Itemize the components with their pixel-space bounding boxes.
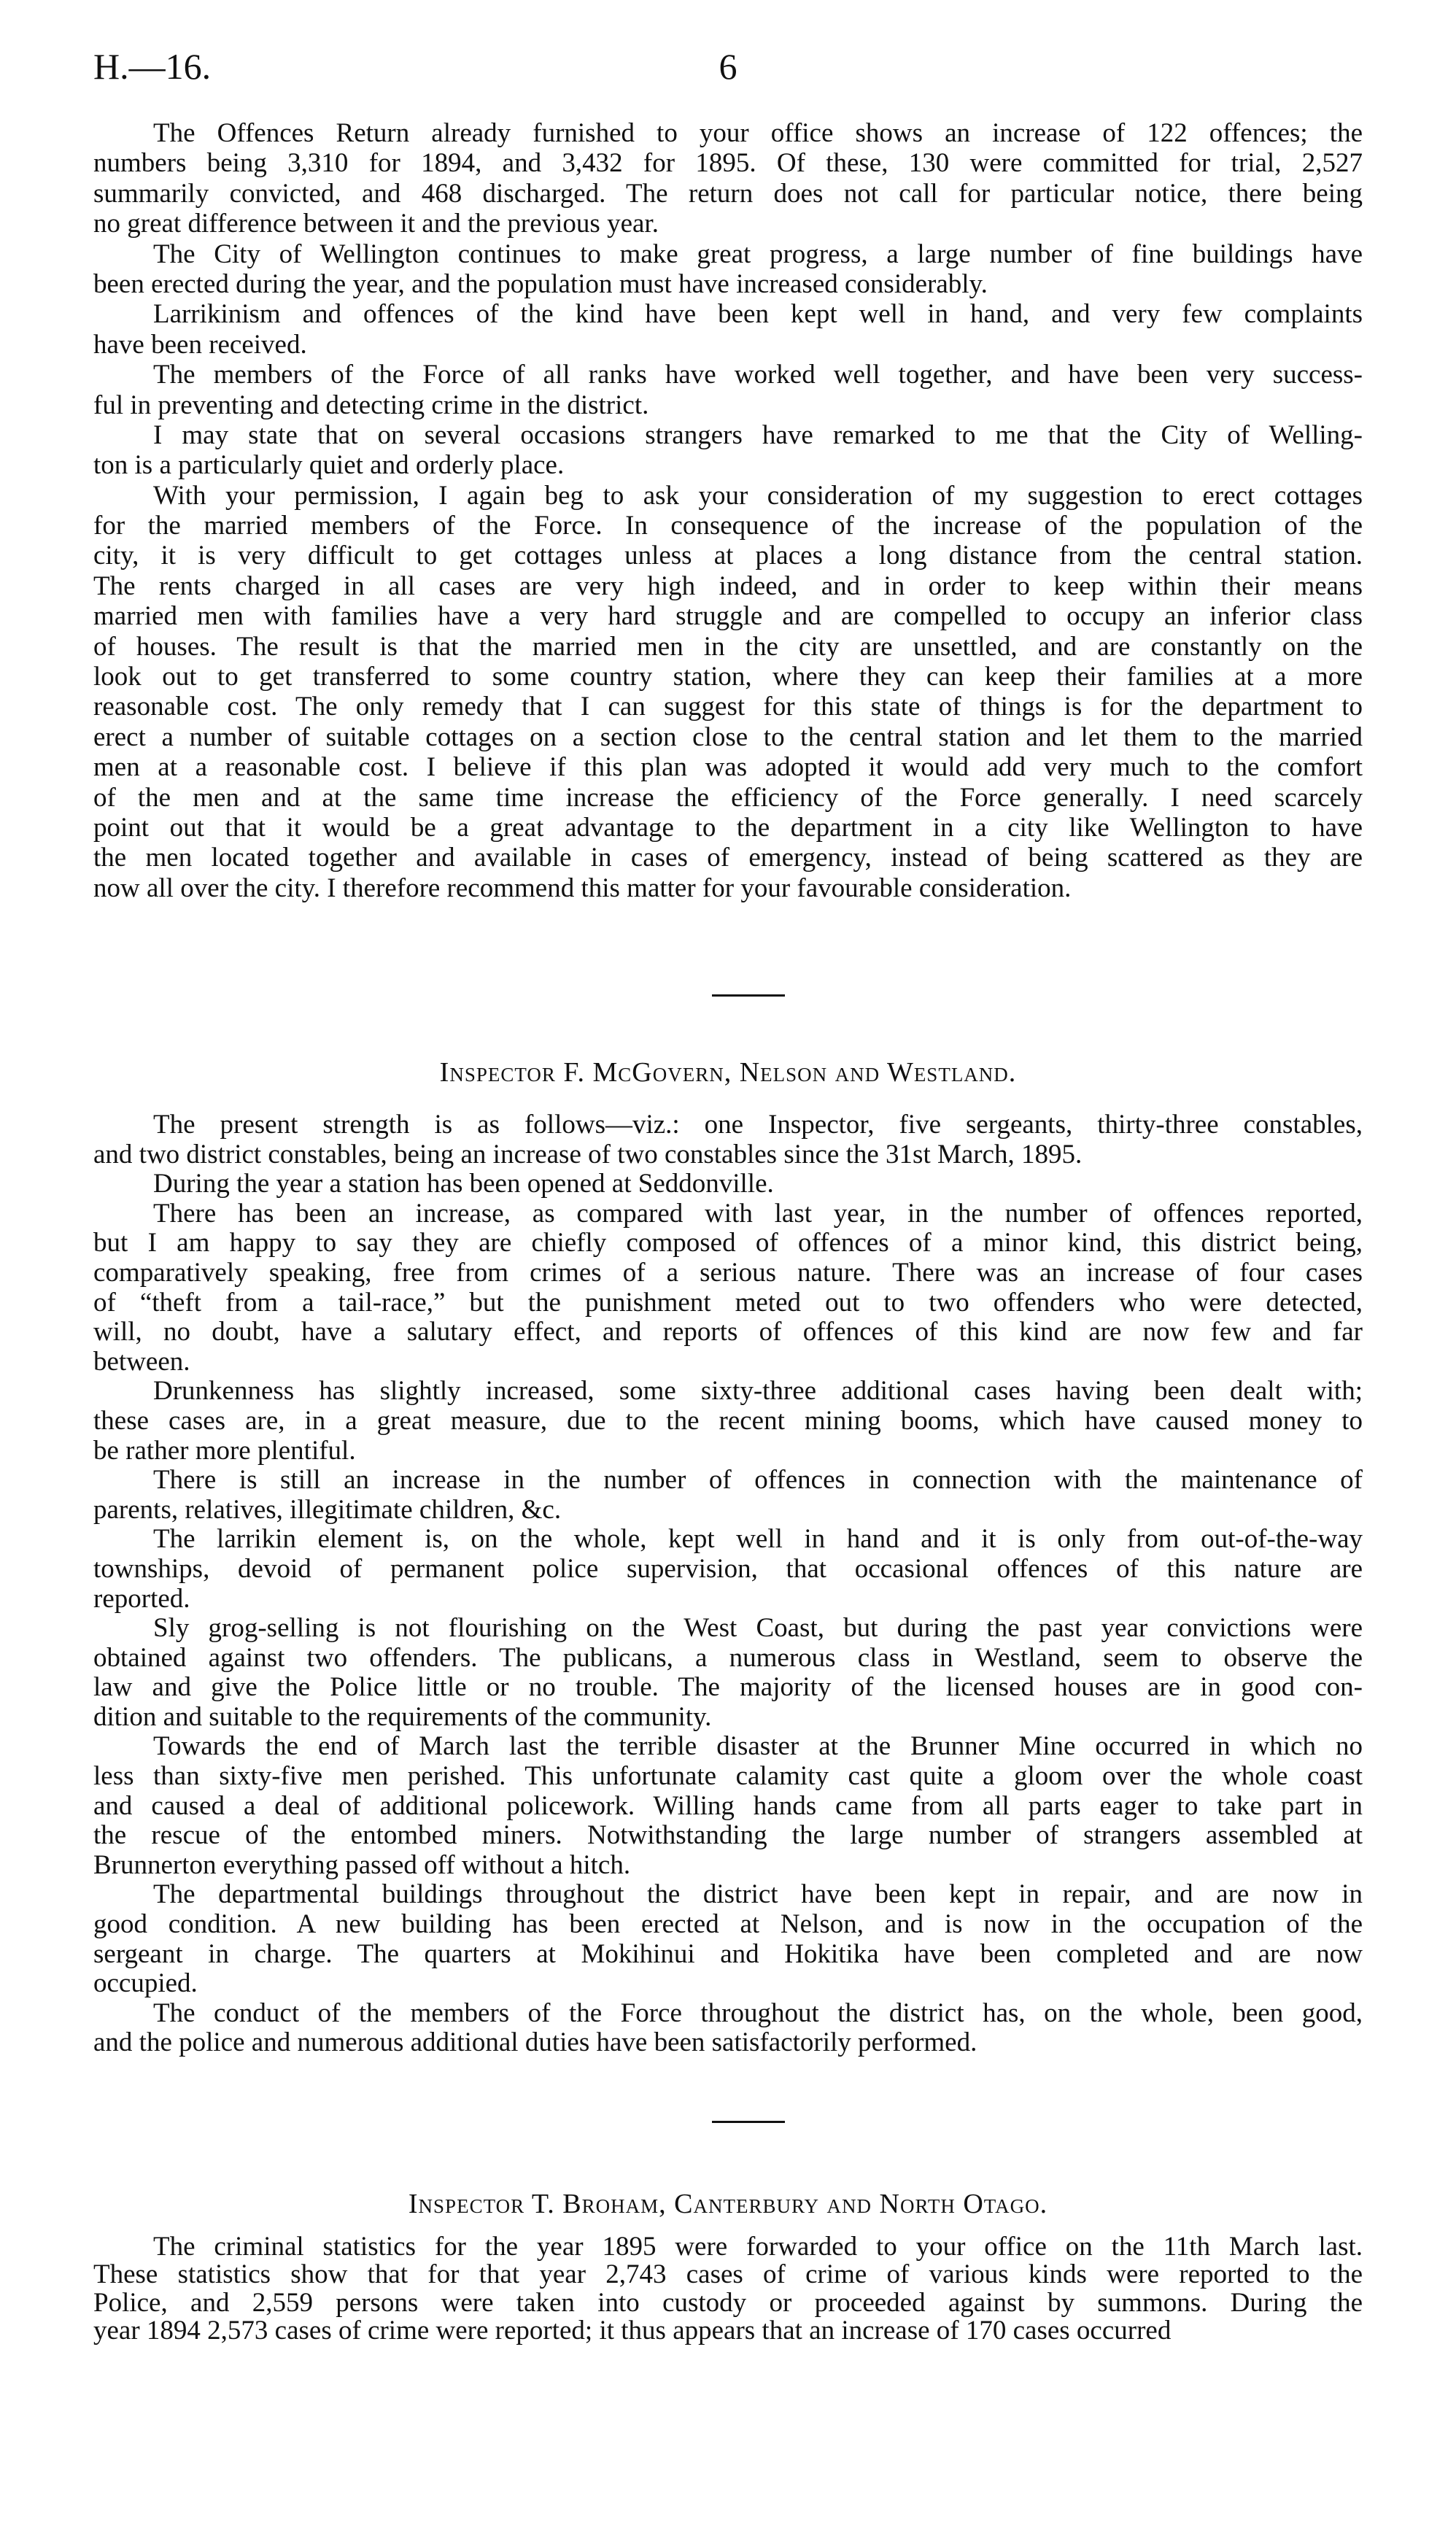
paragraph bbox=[93, 1999, 1363, 2058]
paragraph bbox=[93, 1169, 1363, 1199]
text-line: These statistics show that for that year 2,743 cases of crime of various kinds were reported to the bbox=[93, 2259, 1363, 2290]
text-line: Sly grog-selling is not flourishing on the West Coast, but during the past year convictions were bbox=[153, 1613, 1363, 1644]
text-line: look out to get transferred to some country station, where they can keep their families at a more bbox=[93, 662, 1363, 692]
text-line: With your permission, I again beg to ask your consideration of my suggestion to erect cottages bbox=[153, 480, 1363, 511]
text-line: of the men and at the same time increase the efficiency of the Force generally. I need scarcely bbox=[93, 782, 1363, 813]
text-line: parents, relatives, illegitimate children, &c. bbox=[93, 1494, 562, 1525]
text-line: these cases are, in a great measure, due to the recent mining booms, which have caused money to bbox=[93, 1405, 1363, 1436]
text-line: been erected during the year, and the population must have increased considerably. bbox=[93, 268, 988, 299]
text-line: obtained against two offenders. The publicans, a numerous class in Westland, seem to observe the bbox=[93, 1642, 1363, 1673]
text-line: now all over the city. I therefore recommend this matter for your favourable consideration. bbox=[93, 873, 1072, 903]
wellington-report-section bbox=[93, 118, 1363, 903]
text-line: and caused a deal of additional policework. Willing hands came from all parts eager to take part in bbox=[93, 1790, 1363, 1821]
text-line: The City of Wellington continues to make great progress, a large number of fine buildings have bbox=[153, 239, 1363, 269]
text-line: no great difference between it and the previous year. bbox=[93, 209, 659, 239]
text-line: will, no doubt, have a salutary effect, and reports of offences of this kind are now few and far bbox=[93, 1317, 1363, 1347]
text-line: year 1894 2,573 cases of crime were reported; it thus appears that an increase of 170 cases occurred bbox=[93, 2315, 1172, 2346]
paragraph bbox=[93, 1732, 1363, 1880]
section-heading-broham: Inspector T. Broham, Canterbury and North Otago. bbox=[408, 2189, 1048, 2219]
text-line: have been received. bbox=[93, 329, 307, 360]
text-line: townships, devoid of permanent police supervision, that occasional offences of this nature are bbox=[93, 1553, 1363, 1584]
paragraph bbox=[93, 1614, 1363, 1732]
text-line: law and give the Police little or no trouble. The majority of the licensed houses are in good con- bbox=[93, 1672, 1363, 1703]
section-divider bbox=[712, 2121, 785, 2123]
text-line: between. bbox=[93, 1346, 190, 1377]
text-line: erect a number of suitable cottages on a section close to the central station and let them to the married bbox=[93, 722, 1363, 752]
paragraph bbox=[93, 360, 1363, 420]
text-line: but I am happy to say they are chiefly composed of offences of a minor kind, this district being, bbox=[93, 1228, 1363, 1258]
text-line: the men located together and available in cases of emergency, instead of being scattered as they are bbox=[93, 843, 1363, 873]
document-reference: H.—16. bbox=[93, 46, 212, 87]
paragraph bbox=[93, 118, 1363, 239]
text-line: The departmental buildings throughout the district have been kept in repair, and are now in bbox=[153, 1879, 1363, 1910]
text-line: occupied. bbox=[93, 1968, 198, 1999]
paragraph bbox=[93, 239, 1363, 300]
section-heading-mcgovern: Inspector F. McGovern, Nelson and Westland. bbox=[439, 1057, 1017, 1088]
paragraph bbox=[93, 2233, 1363, 2345]
text-line: Towards the end of March last the terrible disaster at the Brunner Mine occurred in which no bbox=[153, 1731, 1363, 1762]
text-line: comparatively speaking, free from crimes of a serious nature. There was an increase of four cases bbox=[93, 1257, 1363, 1288]
paragraph bbox=[93, 1110, 1363, 1169]
text-line: for the married members of the Force. In consequence of the increase of the population of the bbox=[93, 511, 1363, 541]
paragraph bbox=[93, 1880, 1363, 1998]
text-line: men at a reasonable cost. I believe if this plan was adopted it would add very much to the comfort bbox=[93, 752, 1363, 783]
text-line: be rather more plentiful. bbox=[93, 1435, 356, 1466]
paragraph bbox=[93, 1466, 1363, 1525]
text-line: the rescue of the entombed miners. Notwithstanding the large number of strangers assembled at bbox=[93, 1820, 1363, 1851]
paragraph bbox=[93, 420, 1363, 481]
canterbury-report-section bbox=[93, 2233, 1363, 2345]
text-line: The Offences Return already furnished to your office shows an increase of 122 offences; the bbox=[153, 118, 1363, 148]
text-line: There has been an increase, as compared with last year, in the number of offences reported, bbox=[153, 1198, 1363, 1229]
text-line: of “theft from a tail-race,” but the punishment meted out to two offenders who were detected, bbox=[93, 1287, 1363, 1318]
text-line: I may state that on several occasions strangers have remarked to me that the City of Welling- bbox=[153, 419, 1363, 450]
text-line: less than sixty-five men perished. This unfortunate calamity cast quite a gloom over the whole coast bbox=[93, 1761, 1363, 1792]
text-line: city, it is very difficult to get cottages unless at places a long distance from the central station. bbox=[93, 541, 1363, 571]
nelson-westland-report-section bbox=[93, 1110, 1363, 2058]
paragraph bbox=[93, 1525, 1363, 1614]
text-line: The conduct of the members of the Force throughout the district has, on the whole, been good, bbox=[153, 1998, 1363, 2028]
text-line: and the police and numerous additional duties have been satisfactorily performed. bbox=[93, 2027, 977, 2058]
text-line: The present strength is as follows—viz.: one Inspector, five sergeants, thirty-three constables, bbox=[153, 1110, 1363, 1140]
paragraph bbox=[93, 481, 1363, 903]
text-line: The larrikin element is, on the whole, kept well in hand and it is only from out-of-the-way bbox=[153, 1524, 1363, 1555]
text-line: Police, and 2,559 persons were taken into custody or proceeded against by summons. During the bbox=[93, 2287, 1363, 2318]
text-line: The rents charged in all cases are very high indeed, and in order to keep within their means bbox=[93, 571, 1363, 601]
text-line: Larrikinism and offences of the kind have been kept well in hand, and very few complaints bbox=[153, 299, 1363, 330]
paragraph bbox=[93, 1377, 1363, 1466]
text-line: numbers being 3,310 for 1894, and 3,432 for 1895. Of these, 130 were committed for trial, 2,527 bbox=[93, 148, 1363, 179]
text-line: The criminal statistics for the year 1895 were forwarded to your office on the 11th March last. bbox=[153, 2232, 1363, 2262]
page-number: 6 bbox=[719, 46, 737, 87]
text-line: good condition. A new building has been erected at Nelson, and is now in the occupation of the bbox=[93, 1909, 1363, 1940]
text-line: There is still an increase in the number of offences in connection with the maintenance of bbox=[153, 1465, 1363, 1496]
text-line: Brunnerton everything passed off without a hitch. bbox=[93, 1849, 631, 1880]
text-line: reasonable cost. The only remedy that I can suggest for this state of things is for the department to bbox=[93, 692, 1363, 722]
paragraph bbox=[93, 299, 1363, 360]
text-line: sergeant in charge. The quarters at Mokihinui and Hokitika have been completed and are now bbox=[93, 1938, 1363, 1969]
section-divider bbox=[712, 994, 785, 997]
text-line: Drunkenness has slightly increased, some sixty-three additional cases having been dealt with; bbox=[153, 1376, 1363, 1407]
text-line: summarily convicted, and 468 discharged. The return does not call for particular notice, there being bbox=[93, 178, 1363, 209]
text-line: dition and suitable to the requirements of the community. bbox=[93, 1701, 712, 1732]
text-line: married men with families have a very hard struggle and are compelled to occupy an inferior class bbox=[93, 601, 1363, 632]
text-line: reported. bbox=[93, 1583, 190, 1614]
text-line: The members of the Force of all ranks have worked well together, and have been very success- bbox=[153, 360, 1363, 390]
paragraph bbox=[93, 1199, 1363, 1377]
text-line: of houses. The result is that the married men in the city are unsettled, and are constantly on the bbox=[93, 631, 1363, 662]
text-line: ton is a particularly quiet and orderly place. bbox=[93, 450, 565, 481]
text-line: During the year a station has been opened at Seddonville. bbox=[153, 1169, 774, 1199]
text-line: and two district constables, being an increase of two constables since the 31st March, 1895. bbox=[93, 1139, 1083, 1169]
text-line: ful in preventing and detecting crime in the district. bbox=[93, 390, 649, 420]
text-line: point out that it would be a great advantage to the department in a city like Wellington to have bbox=[93, 812, 1363, 843]
